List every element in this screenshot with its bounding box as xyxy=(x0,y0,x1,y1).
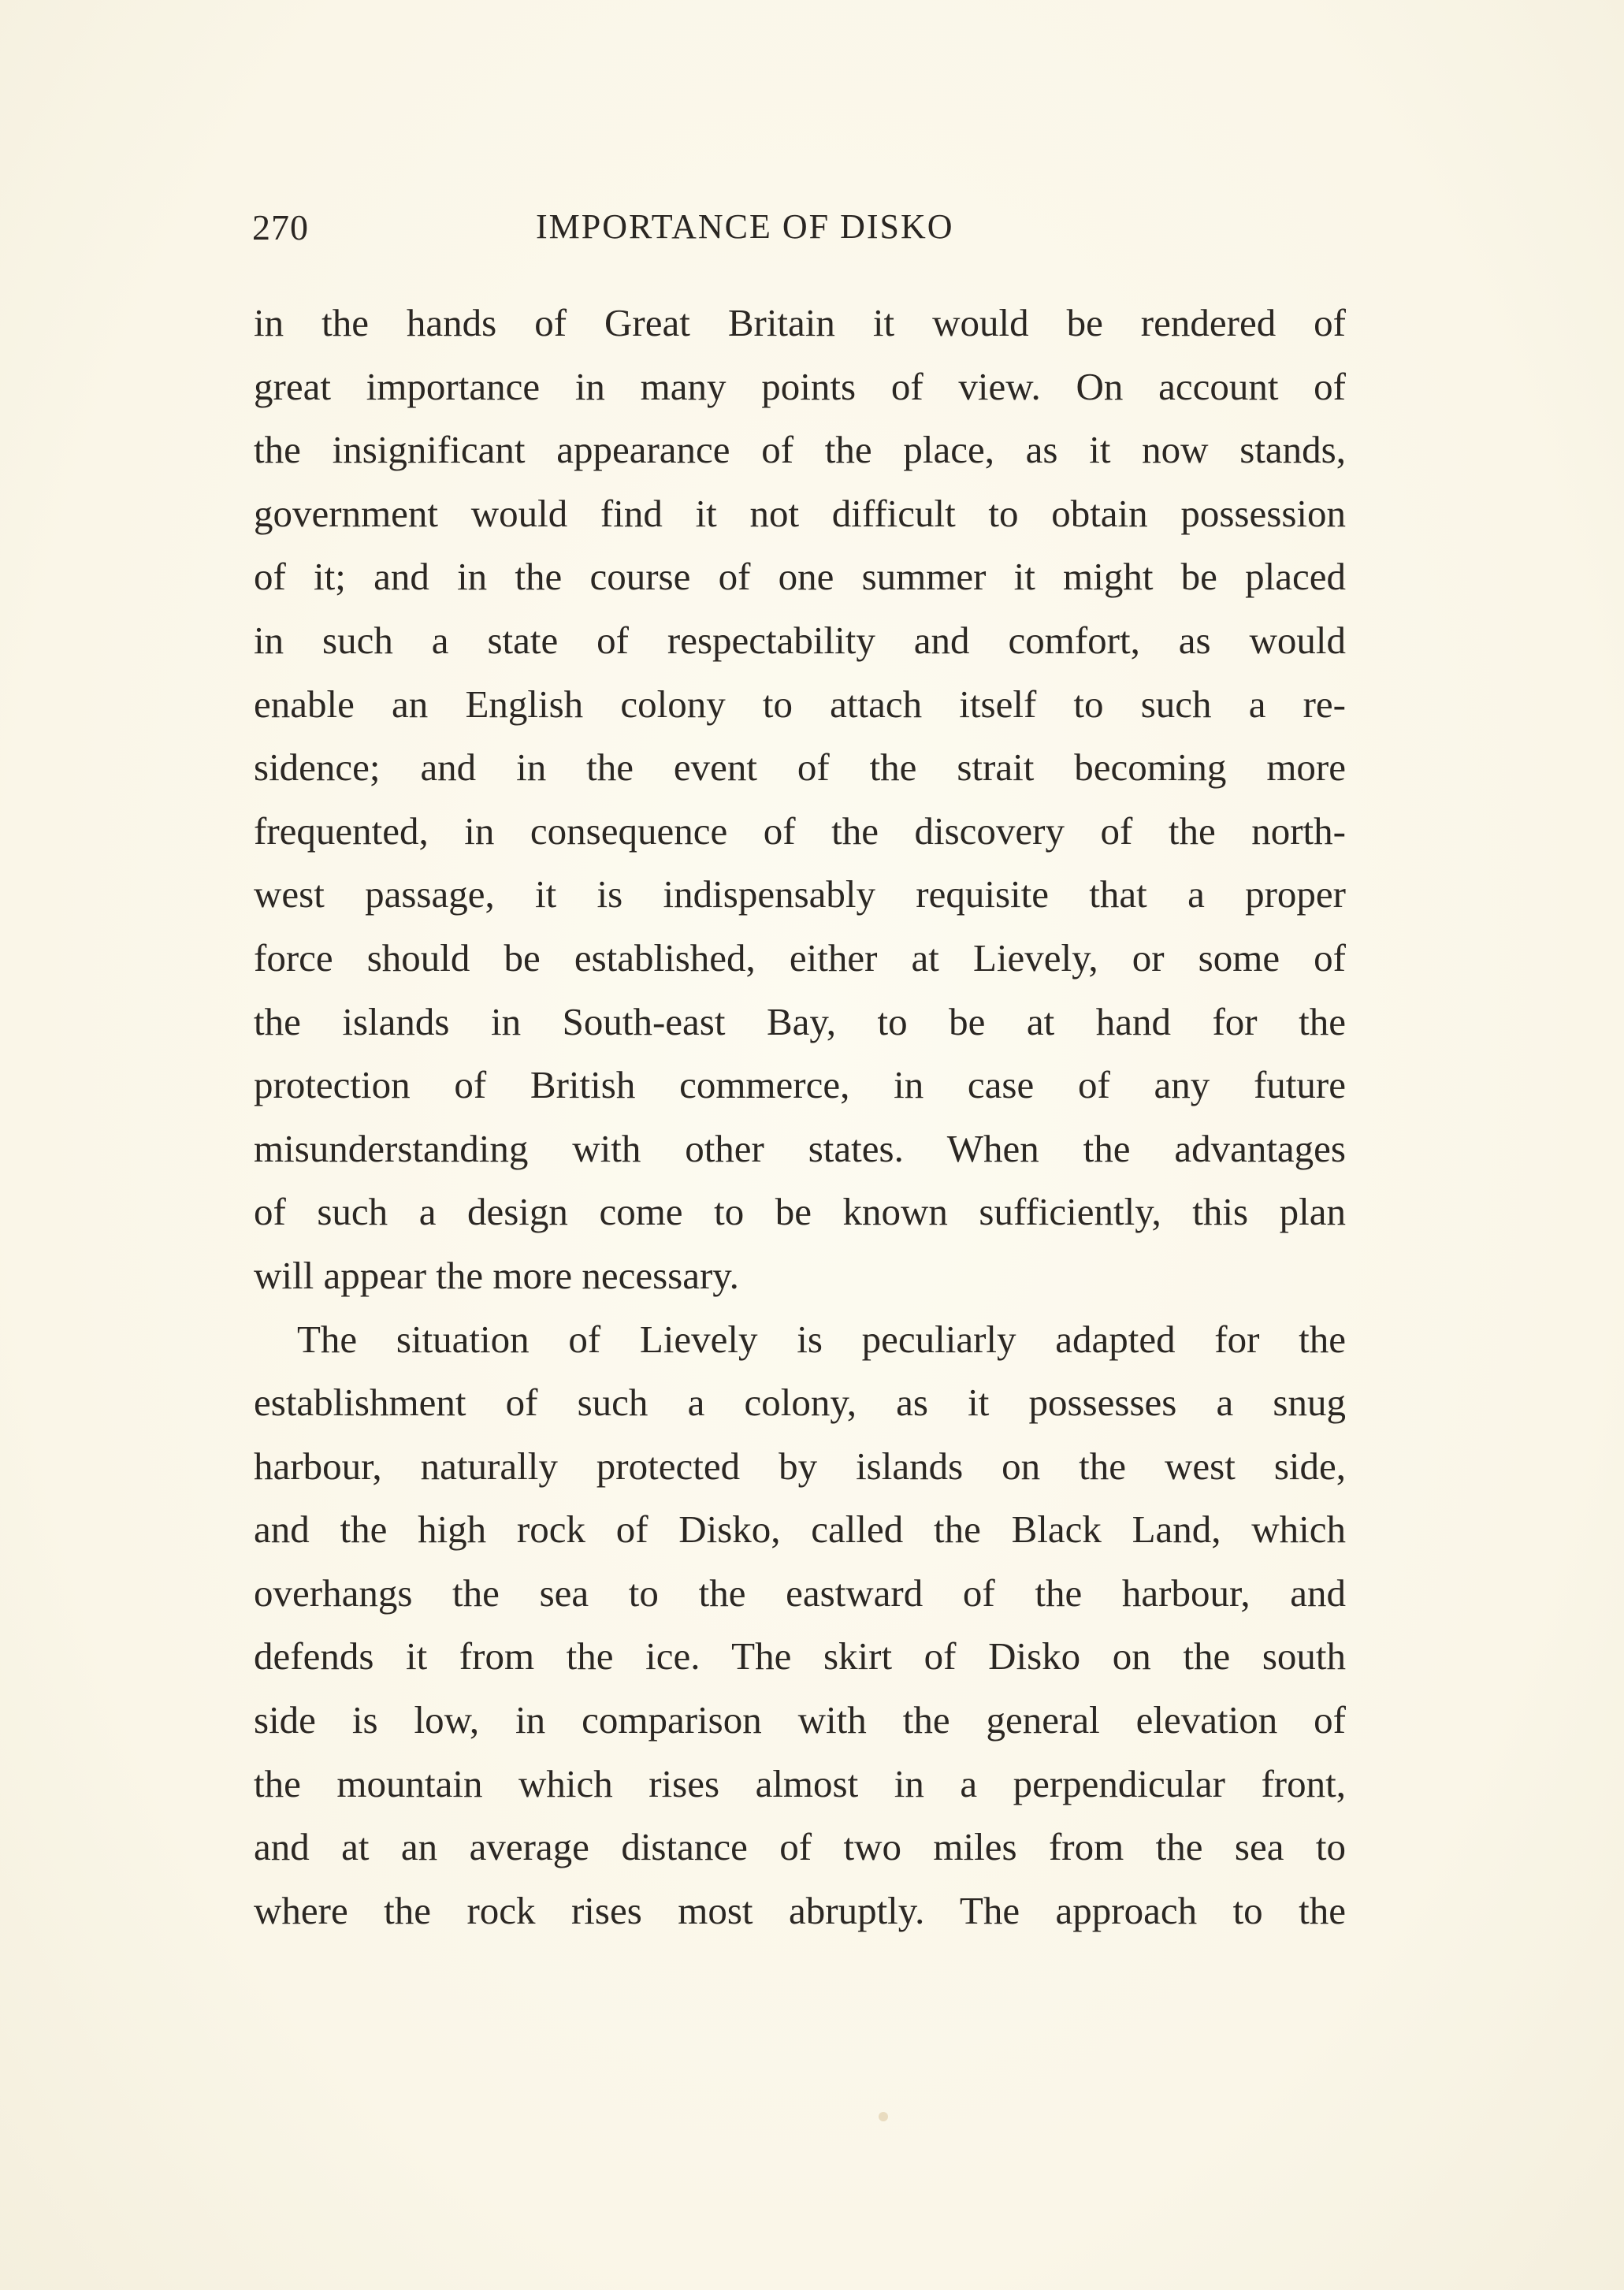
text-line: where the rock rises most abruptly. The approach to the xyxy=(254,1888,1346,1932)
text-line: west passage, it is indispensably requisite that a proper xyxy=(254,872,1346,916)
text-line: misunderstanding with other states. When the advantages xyxy=(254,1126,1346,1170)
text-line: of such a design come to be known sufficiently, this plan xyxy=(254,1190,1346,1234)
text-line: sidence; and in the event of the strait becoming more xyxy=(254,745,1346,790)
text-line: enable an English colony to attach itself to such a re- xyxy=(254,682,1346,726)
text-line: force should be established, either at Lievely, or some of xyxy=(254,935,1346,980)
page-header xyxy=(252,206,1347,262)
text-line: government would find it not difficult to obtain possession xyxy=(254,491,1346,535)
text-line: and at an average distance of two miles from the sea to xyxy=(254,1825,1346,1869)
text-line: side is low, in comparison with the general elevation of xyxy=(254,1698,1346,1742)
page-number: 270 xyxy=(252,207,309,247)
text-line: will appear the more necessary. xyxy=(254,1253,739,1297)
text-line: the mountain which rises almost in a perpendicular front, xyxy=(254,1761,1346,1805)
text-line: in the hands of Great Britain it would be rendered of xyxy=(254,301,1346,344)
text-line: great importance in many points of view. On account of xyxy=(254,364,1346,408)
text-line: overhangs the sea to the eastward of the harbour, and xyxy=(254,1571,1346,1615)
running-head: IMPORTANCE OF DISKO xyxy=(536,207,954,246)
text-line: frequented, in consequence of the discovery of the north- xyxy=(254,809,1346,853)
text-line: establishment of such a colony, as it possesses a snug xyxy=(254,1381,1346,1425)
text-line: harbour, naturally protected by islands on the west side, xyxy=(254,1444,1346,1488)
paper-speck xyxy=(879,2112,888,2121)
text-line: The situation of Lievely is peculiarly adapted for the xyxy=(297,1317,1346,1361)
text-line: the insignificant appearance of the place, as it now stands, xyxy=(254,428,1346,472)
text-line: the islands in South-east Bay, to be at hand for the xyxy=(254,999,1346,1043)
text-line: defends it from the ice. The skirt of Disko on the south xyxy=(254,1634,1346,1678)
text-line: and the high rock of Disko, called the Black Land, which xyxy=(254,1507,1346,1552)
text-line: of it; and in the course of one summer it might be placed xyxy=(254,555,1346,599)
body-text xyxy=(254,292,1346,1942)
text-line: protection of British commerce, in case of any future xyxy=(254,1063,1346,1107)
text-line: in such a state of respectability and comfort, as would xyxy=(254,618,1346,662)
